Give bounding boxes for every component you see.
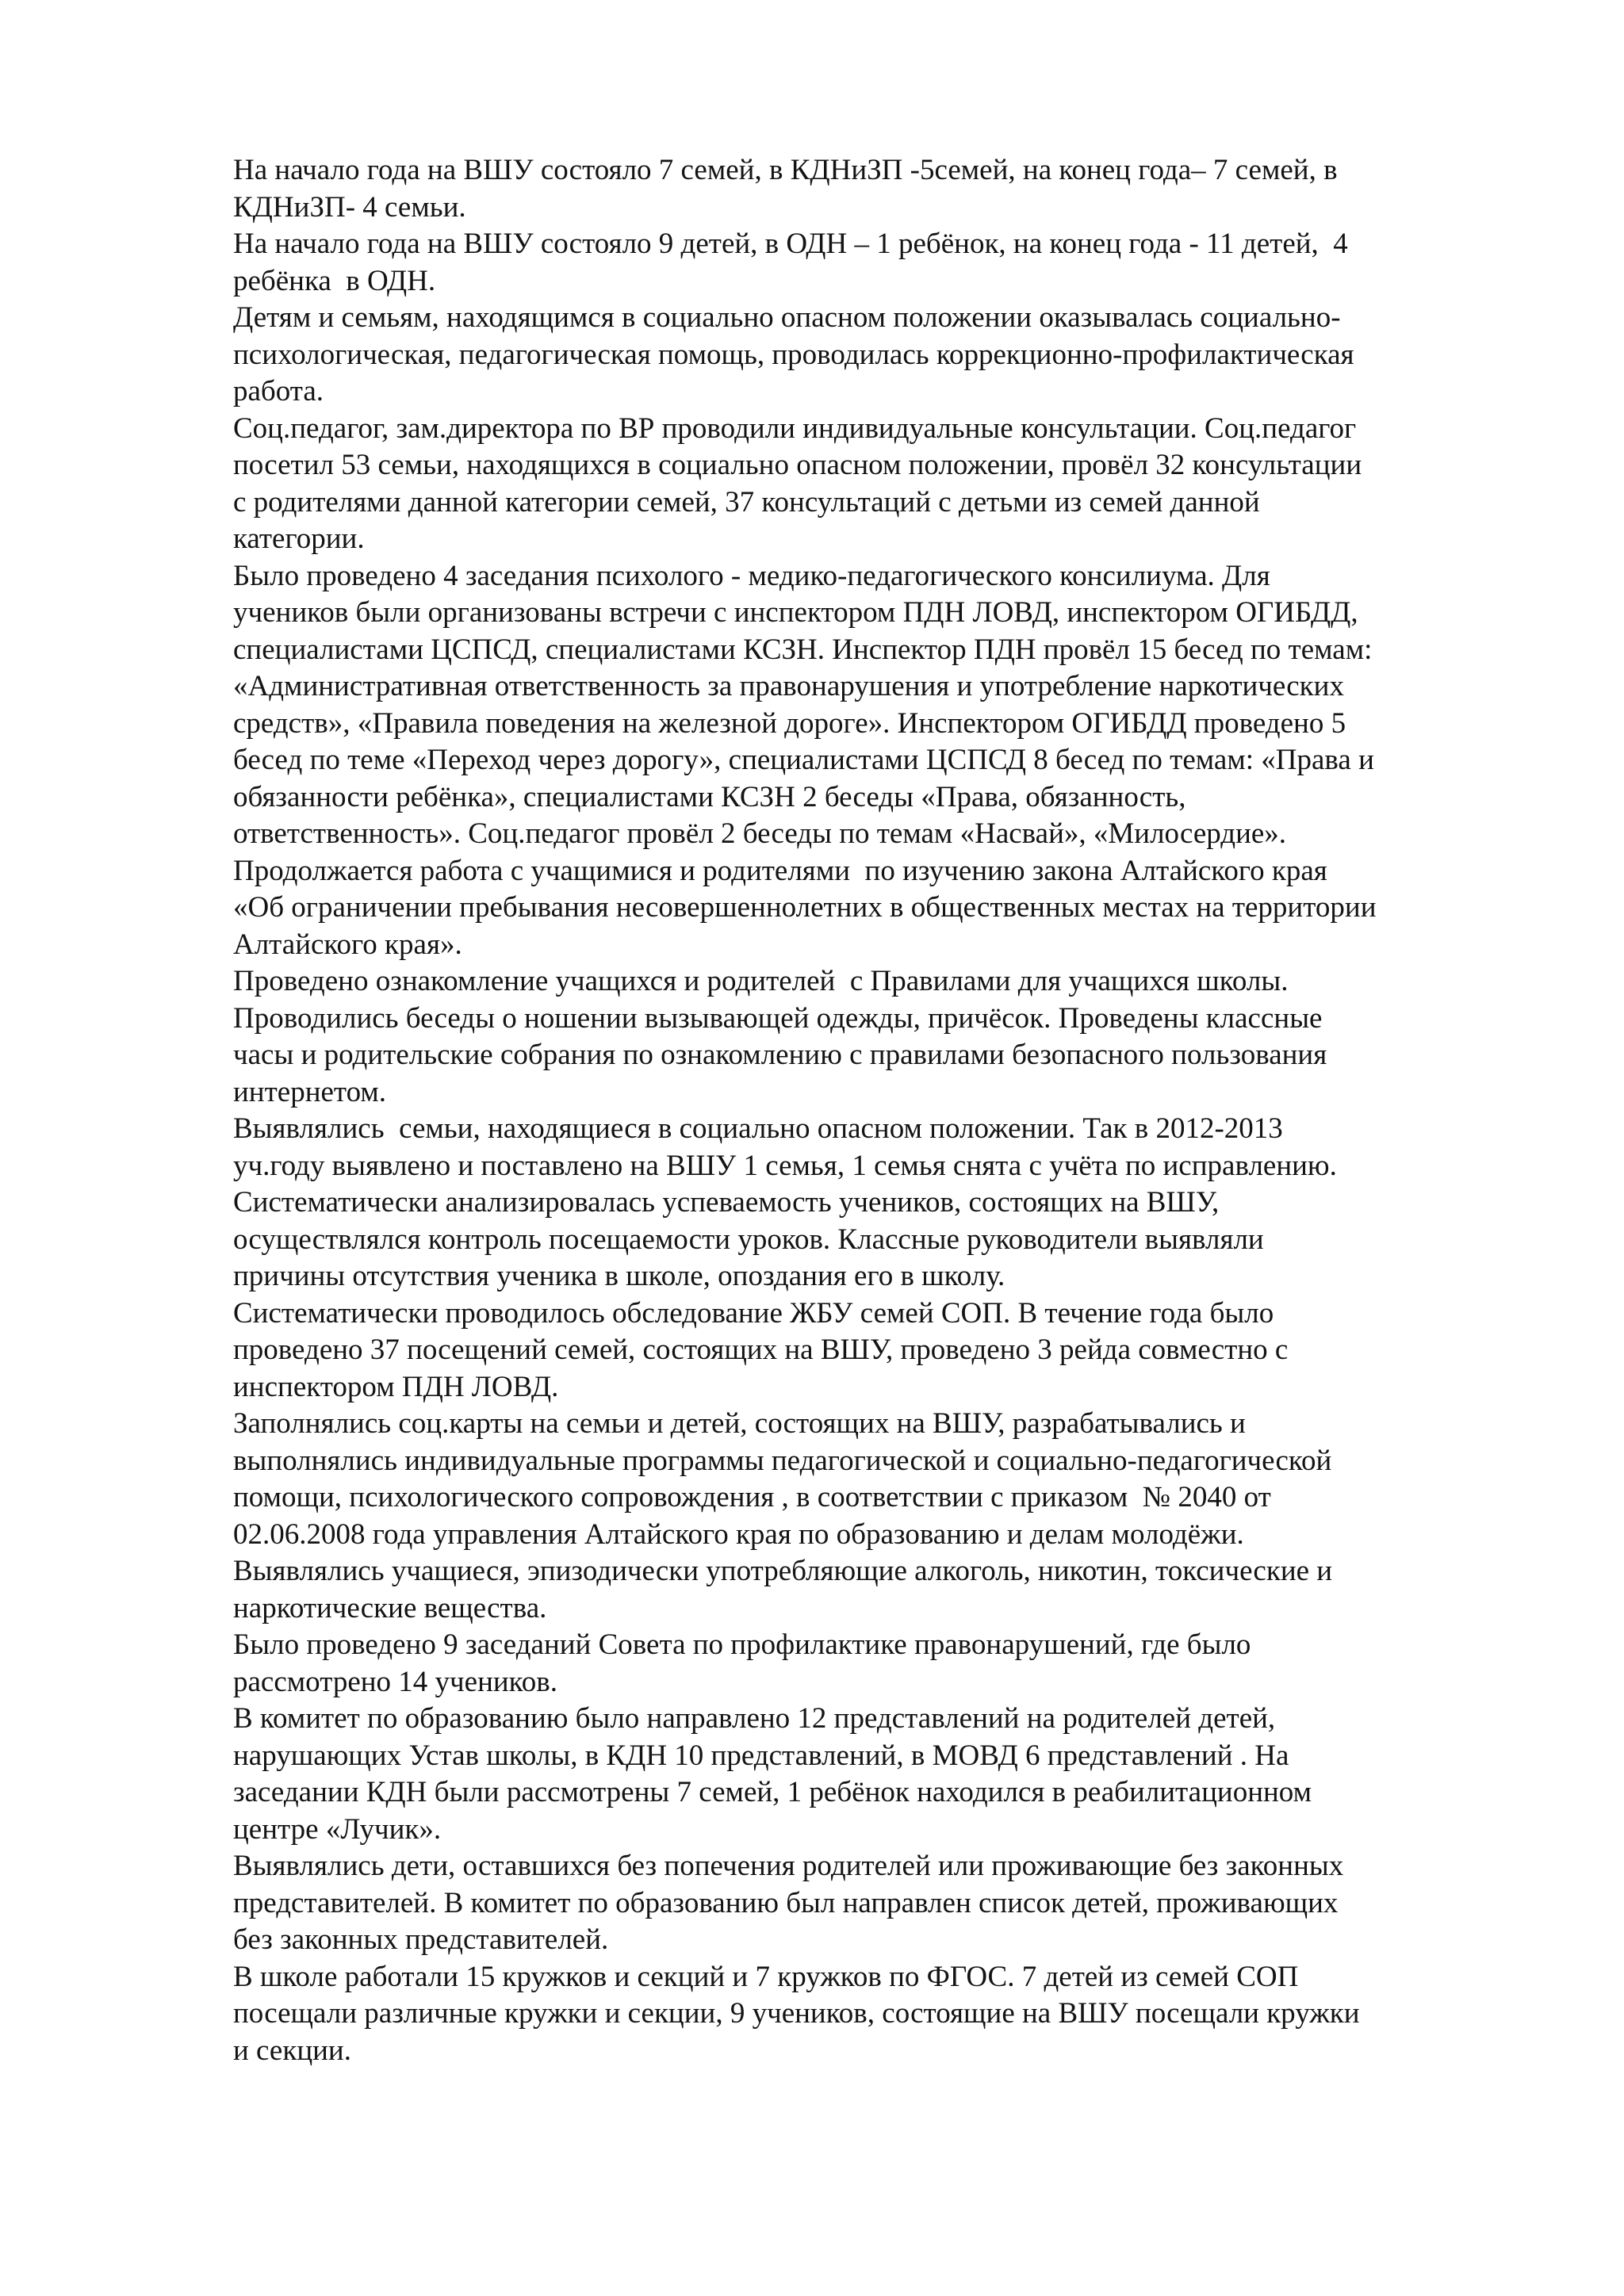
text-line: инспектором ПДН ЛОВД. [233, 1370, 559, 1403]
text-line: рассмотрено 14 учеников. [233, 1665, 557, 1698]
paragraph [233, 1627, 1534, 1701]
text-line: работа. [233, 375, 324, 408]
text-line: В комитет по образованию было направлено 12 представлений на родителей детей, [233, 1702, 1276, 1735]
text-line: Детям и семьям, находящимся в социально опасном положении оказывалась социально- [233, 301, 1341, 334]
text-line: Было проведено 4 заседания психолого - медико-педагогического консилиума. Для [233, 559, 1270, 592]
text-line: помощи, психологического сопровождения , в соответствии с приказом № 2040 от [233, 1481, 1271, 1513]
text-line: заседании КДН были рассмотрены 7 семей, 1 ребёнок находился в реабилитационном [233, 1776, 1312, 1808]
text-line: с родителями данной категории семей, 37 консультаций с детьми из семей данной [233, 485, 1260, 519]
paragraph [233, 1111, 1534, 1184]
text-line: КДНиЗП- 4 семьи. [233, 190, 466, 224]
text-line: ребёнка в ОДН. [233, 264, 436, 297]
paragraph [233, 1295, 1534, 1406]
paragraph [233, 300, 1534, 411]
paragraph [233, 1848, 1534, 1959]
text-line: Соц.педагог, зам.директора по ВР проводили индивидуальные консультации. Соц.педагог [233, 411, 1357, 445]
paragraph [233, 1959, 1534, 2070]
text-line: специалистами ЦСПСД, специалистами КСЗН. Инспектор ПДН провёл 15 бесед по темам: [233, 633, 1373, 666]
text-line: категории. [233, 522, 365, 555]
text-line: обязанности ребёнка», специалистами КСЗН 2 беседы «Права, обязанность, [233, 780, 1186, 813]
document-body [233, 152, 1534, 2069]
text-line: посетил 53 семьи, находящихся в социально опасном положении, провёл 32 консультации [233, 449, 1362, 481]
paragraph [233, 1406, 1534, 1553]
paragraph [233, 1184, 1534, 1295]
text-line: интернетом. [233, 1075, 387, 1108]
paragraph [233, 1701, 1534, 1848]
text-line: проведено 37 посещений семей, состоящих на ВШУ, проведено 3 рейда совместно с [233, 1334, 1289, 1366]
text-line: нарушающих Устав школы, в КДН 10 представлений, в МОВД 6 представлений . На [233, 1739, 1289, 1772]
text-line: Выявлялись семьи, находящиеся в социально опасном положении. Так в 2012-2013 [233, 1112, 1283, 1145]
text-line: На начало года на ВШУ состояло 7 семей, в КДНиЗП -5семей, на конец года– 7 семей, в [233, 154, 1338, 186]
text-line: 02.06.2008 года управления Алтайского края по образованию и делам молодёжи. [233, 1517, 1244, 1551]
paragraph [233, 963, 1534, 1111]
paragraph [233, 411, 1534, 558]
text-line: психологическая, педагогическая помощь, проводилась коррекционно-профилактическая [233, 338, 1354, 371]
paragraph [233, 1553, 1534, 1627]
paragraph [233, 558, 1534, 853]
text-line: выполнялись индивидуальные программы педагогической и социально-педагогической [233, 1444, 1332, 1477]
text-line: ответственность». Соц.педагог провёл 2 беседы по темам «Насвай», «Милосердие». [233, 817, 1287, 850]
text-line: На начало года на ВШУ состояло 9 детей, в ОДН – 1 ребёнок, на конец года - 11 детей, 4 [233, 228, 1348, 260]
text-line: Проводились беседы о ношении вызывающей одежды, причёсок. Проведены классные [233, 1001, 1323, 1035]
text-line: «Административная ответственность за правонарушения и употребление наркотических [233, 670, 1344, 702]
text-line: Алтайского края». [233, 928, 462, 961]
text-line: Систематически анализировалась успеваемость учеников, состоящих на ВШУ, [233, 1186, 1220, 1219]
paragraph [233, 226, 1534, 300]
text-line: Систематически проводилось обследование ЖБУ семей СОП. В течение года было [233, 1296, 1274, 1330]
text-line: Выявлялись учащиеся, эпизодически употребляющие алкоголь, никотин, токсические и [233, 1555, 1333, 1587]
text-line: часы и родительские собрания по ознакомлению с правилами безопасного пользования [233, 1039, 1327, 1071]
text-line: и секции. [233, 2034, 351, 2067]
text-line: без законных представителей. [233, 1923, 609, 1956]
text-line: центре «Лучик». [233, 1812, 442, 1846]
text-line: бесед по теме «Переход через дорогу», специалистами ЦСПСД 8 бесед по темам: «Права и [233, 744, 1374, 776]
text-line: уч.году выявлено и поставлено на ВШУ 1 семья, 1 семья снята с учёта по исправлению. [233, 1149, 1337, 1182]
text-line: Заполнялись соц.карты на семьи и детей, состоящих на ВШУ, разрабатывались и [233, 1407, 1246, 1440]
text-line: наркотические вещества. [233, 1591, 547, 1624]
text-line: Проведено ознакомление учащихся и родителей с Правилами для учащихся школы. [233, 965, 1289, 997]
text-line: Было проведено 9 заседаний Совета по профилактике правонарушений, где было [233, 1628, 1251, 1661]
paragraph [233, 853, 1534, 964]
text-line: В школе работали 15 кружков и секций и 7 кружков по ФГОС. 7 детей из семей СОП [233, 1960, 1299, 1993]
text-line: представителей. В комитет по образованию был направлен список детей, проживающих [233, 1886, 1339, 1919]
text-line: средств», «Правила поведения на железной дороге». Инспектором ОГИБДД проведено 5 [233, 706, 1346, 740]
text-line: Продолжается работа с учащимися и родителями по изучению закона Алтайского края [233, 854, 1327, 887]
text-line: Выявлялись дети, оставшихся без попечения родителей или проживающие без законных [233, 1850, 1344, 1882]
text-line: осуществлялся контроль посещаемости уроков. Классные руководители выявляли [233, 1223, 1264, 1256]
paragraph [233, 152, 1534, 226]
text-line: причины отсутствия ученика в школе, опоздания его в школу. [233, 1260, 1005, 1292]
text-line: учеников были организованы встречи с инспектором ПДН ЛОВД, инспектором ОГИБДД, [233, 596, 1358, 629]
text-line: «Об ограничении пребывания несовершеннолетних в общественных местах на территории [233, 891, 1377, 924]
text-line: посещали различные кружки и секции, 9 учеников, состоящие на ВШУ посещали кружки [233, 1997, 1360, 2030]
